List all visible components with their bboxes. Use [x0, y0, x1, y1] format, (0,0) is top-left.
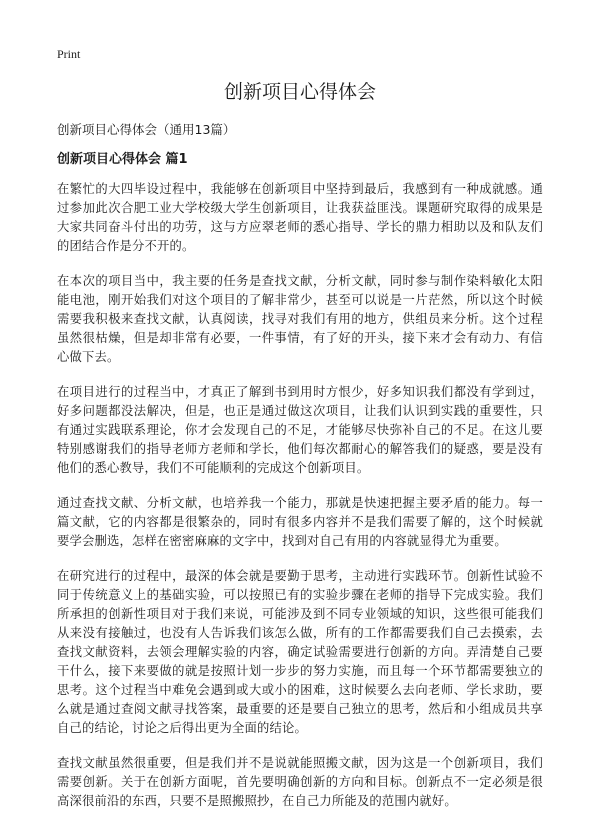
document-body	[57, 180, 543, 828]
paragraph-5: 在研究进行的过程中，最深的体会就是要勤于思考，主动进行实践环节。创新性试验不同于传统意义上的基础实验，可以按照已有的实验步骤在老师的指导下完成实验。我们所承担的创新性项目对于我们来说，可能涉及到不同专业领域的知识，这些很可能我们从来没有接触过，也没有人告诉我们该怎么做，所有的工作都需要我们自己去摸索，去查找文献资料，去领会理解实验的内容，确定试验需要进行创新的方向。弄清楚自己要干什么，接下来要做的就是按照计划一步步的努力实施，而且每一个环节都需要独立的思考。这个过程当中难免会遇到或大或小的困难，这时候要么去向老师、学长求助，要么就是通过查阅文献寻找答案，最重要的还是要自己独立的思考，然后和小组成员共享自己的结论，讨论之后得出更为全面的结论。	[57, 569, 543, 735]
paragraph-2: 在本次的项目当中，我主要的任务是查找文献，分析文献，同时参与制作染料敏化太阳能电池，刚开始我们对这个项目的了解非常少，甚至可以说是一片茫然，所以这个时候需要我积极来查找文献，认真阅读，找寻对我们有用的地方，供组员来分析。这个过程虽然很枯燥，但是却非常有必要，一件事情，有了好的开头，接下来才会有动力、有信心做下去。	[57, 274, 543, 364]
paragraph-6: 查找文献虽然很重要，但是我们并不是说就能照搬文献，因为这是一个创新项目，我们需要创新。关于在创新方面呢，首先要明确创新的方向和目标。创新点不一定必须是很高深很前沿的东西，只要不是照搬照抄，在自己力所能及的范围内就好。	[57, 756, 543, 808]
section-heading: 创新项目心得体会 篇1	[57, 152, 188, 167]
document-subtitle: 创新项目心得体会（通用13篇）	[57, 122, 236, 137]
paragraph-3: 在项目进行的过程当中，才真正了解到书到用时方恨少，好多知识我们都没有学到过，好多问题都没法解决，但是，也正是通过做这次项目，让我们认识到实践的重要性，只有通过实践联系理论，你才会发现自己的不足，才能够尽快弥补自己的不足。在这儿要特别感谢我们的指导老师方老师和学长，他们每次都耐心的解答我们的疑惑，要是没有他们的悉心教导，我们不可能顺利的完成这个创新项目。	[57, 385, 543, 475]
print-link[interactable]: Print	[57, 47, 81, 61]
paragraph-1: 在繁忙的大四毕设过程中，我能够在创新项目中坚持到最后，我感到有一种成就感。通过参加此次合肥工业大学校级大学生创新项目，让我获益匪浅。课题研究取得的成果是大家共同奋斗付出的功劳，这与方应翠老师的悉心指导、学长的鼎力相助以及和队友们的团结合作是分不开的。	[57, 182, 543, 253]
document-title: 创新项目心得体会	[223, 81, 376, 103]
paragraph-4: 通过查找文献、分析文献，也培养我一个能力，那就是快速把握主要矛盾的能力。每一篇文献，它的内容都是很繁杂的，同时有很多内容并不是我们需要了解的，这个时候就要学会删选，怎样在密密麻麻的文字中，找到对自己有用的内容就显得尤为重要。	[57, 496, 543, 548]
